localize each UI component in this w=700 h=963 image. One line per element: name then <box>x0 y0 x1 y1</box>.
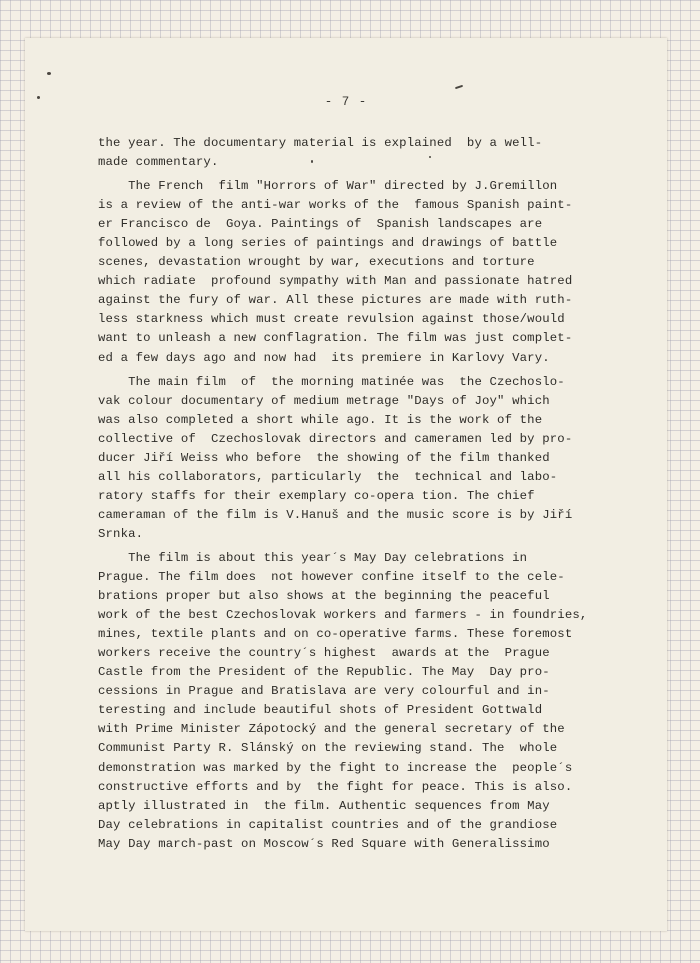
text-line: workers receive the country´s highest awards at the Prague <box>98 646 550 661</box>
text-line: er Francisco de Goya. Paintings of Spanish landscapes are <box>98 217 543 232</box>
text-line: ratory staffs for their exemplary co-opera tion. The chief <box>98 488 535 503</box>
text-line: less starkness which must create revulsion against those/would <box>98 312 565 327</box>
text-line: teresting and include beautiful shots of President Gottwald <box>98 703 543 718</box>
ink-speck <box>47 72 51 75</box>
text-line: The film is about this year´s May Day celebrations in <box>98 550 528 565</box>
text-line: was also completed a short while ago. It is the work of the <box>98 412 543 427</box>
text-line: is a review of the anti-war works of the famous Spanish paint- <box>98 198 573 213</box>
ink-speck <box>311 160 313 163</box>
text-line: Castle from the President of the Republic. The May Day pro- <box>98 665 550 680</box>
text-line: demonstration was marked by the fight to increase the people´s <box>98 760 573 775</box>
text-line: The main film of the morning matinée was the Czechoslo- <box>98 374 565 389</box>
ink-speck <box>37 96 40 99</box>
page-number: - 7 - <box>324 95 368 109</box>
text-line: brations proper but also shows at the beginning the peaceful <box>98 589 550 604</box>
text-line: vak colour documentary of medium metrage "Days of Joy" which <box>98 393 550 408</box>
text-line: the year. The documentary material is explained by a well- <box>98 136 543 150</box>
text-line: which radiate profound sympathy with Man and passionate hatred <box>98 274 573 289</box>
text-line: Prague. The film does not however confine itself to the cele- <box>98 570 565 585</box>
text-line: want to unleash a new conflagration. The film was just complet- <box>98 331 573 346</box>
text-line: against the fury of war. All these pictures are made with ruth- <box>98 293 573 308</box>
ink-speck <box>455 85 463 89</box>
text-line: made commentary. <box>98 155 219 170</box>
text-line: collective of Czechoslovak directors and cameramen led by pro- <box>98 431 573 446</box>
text-line: with Prime Minister Zápotocký and the general secretary of the <box>98 722 565 737</box>
document-page <box>25 38 667 931</box>
text-line: Communist Party R. Slánský on the reviewing stand. The whole <box>98 741 558 756</box>
text-line: scenes, devastation wrought by war, executions and torture <box>98 255 535 270</box>
text-line: constructive efforts and by the fight for peace. This is also. <box>98 779 573 794</box>
text-line: ed a few days ago and now had its premiere in Karlovy Vary. <box>98 350 550 365</box>
text-line: May Day march-past on Moscow´s Red Square with Generalissimo <box>98 836 550 851</box>
text-line: work of the best Czechoslovak workers and farmers - in foundries, <box>98 608 588 623</box>
text-line: cameraman of the film is V.Hanuš and the music score is by Jiří <box>98 507 573 522</box>
text-line: cessions in Prague and Bratislava are very colourful and in- <box>98 684 550 699</box>
text-line: followed by a long series of paintings and drawings of battle <box>98 236 558 251</box>
text-line: ducer Jiří Weiss who before the showing of the film thanked <box>98 450 550 465</box>
text-line: Srnka. <box>98 526 144 541</box>
text-line: Day celebrations in capitalist countries and of the grandiose <box>98 817 558 832</box>
text-line: aptly illustrated in the film. Authentic sequences from May <box>98 798 550 813</box>
body-text <box>98 134 618 854</box>
ink-speck <box>429 156 431 158</box>
text-line: mines, textile plants and on co-operative farms. These foremost <box>98 627 573 642</box>
text-line: The French film "Horrors of War" directed by J.Gremillon <box>98 179 558 194</box>
text-line: all his collaborators, particularly the technical and labo- <box>98 469 558 484</box>
